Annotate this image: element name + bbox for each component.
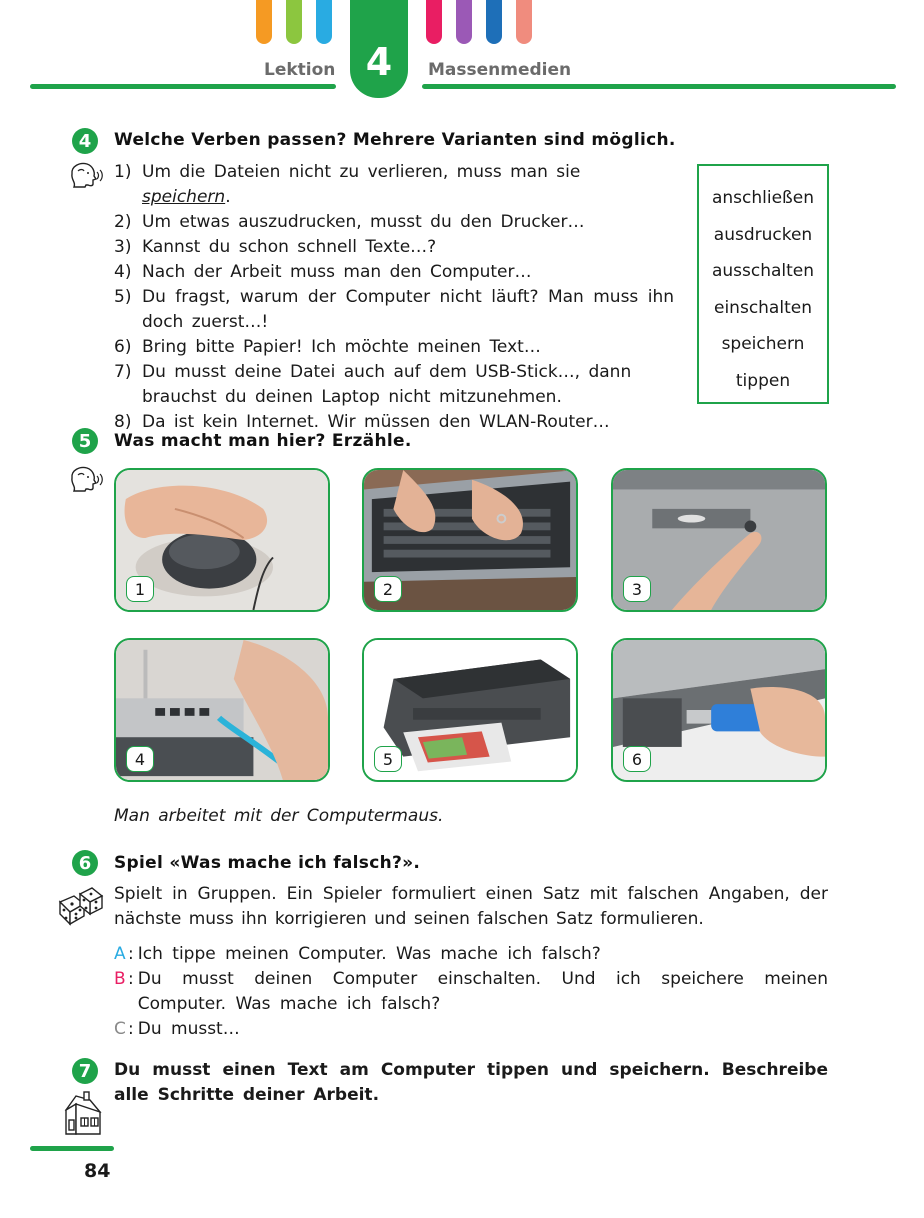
list-item bbox=[114, 235, 674, 260]
photo-number-badge: 6 bbox=[623, 746, 651, 772]
dialog-line: B : Du musst deinen Computer einschalten. Und ich speichere meinen Computer. Was mache ich falsch? bbox=[114, 967, 828, 1017]
speaker-label: A bbox=[114, 944, 126, 964]
list-item bbox=[114, 160, 674, 210]
tab-salmon bbox=[516, 0, 532, 44]
photo-number-badge: 3 bbox=[623, 576, 651, 602]
list-item bbox=[114, 260, 674, 285]
example-answer: speichern bbox=[142, 187, 226, 207]
header-line-left bbox=[30, 84, 336, 89]
item-number: 6) bbox=[114, 337, 132, 357]
list-item bbox=[114, 360, 674, 410]
dice-icon bbox=[56, 886, 104, 926]
item-number: 7) bbox=[114, 362, 132, 382]
router-cable-photo bbox=[114, 638, 330, 782]
item-number: 3) bbox=[114, 237, 132, 257]
example-sentence: Man arbeitet mit der Computermaus. bbox=[114, 806, 444, 826]
printer-photo bbox=[362, 638, 578, 782]
tab-green bbox=[286, 0, 302, 44]
tab-blue bbox=[316, 0, 332, 44]
speaker-label: B bbox=[114, 969, 126, 989]
word-option: ausschalten bbox=[711, 261, 815, 281]
item-number: 8) bbox=[114, 412, 132, 432]
exercise-7-number: 7 bbox=[72, 1058, 98, 1084]
photo-number-badge: 1 bbox=[126, 576, 154, 602]
topic-title: Massenmedien bbox=[428, 60, 572, 80]
item-text: Um etwas auszudrucken, musst du den Drucker… bbox=[142, 212, 585, 232]
dialog-text: Ich tippe meinen Computer. Was mache ich falsch? bbox=[137, 944, 601, 964]
exercise-6-title: Spiel «Was mache ich falsch?». bbox=[114, 853, 421, 873]
word-option: einschalten bbox=[714, 297, 812, 318]
exercise-6-description: Spielt in Gruppen. Ein Spieler formuliert einen Satz mit falschen Angaben, der nächste muss ihn korrigieren und seinen falschen Satz formulieren. bbox=[114, 884, 828, 929]
footer-line bbox=[30, 1146, 114, 1151]
house-icon bbox=[60, 1090, 104, 1138]
tab-darkblue bbox=[486, 0, 502, 44]
computer-mouse-photo bbox=[114, 468, 330, 612]
speaking-head-icon bbox=[68, 464, 104, 492]
item-text: Um die Dateien nicht zu verlieren, muss man sie speichern. bbox=[142, 162, 581, 207]
exercise-7-title: Du musst einen Text am Computer tippen und speichern. Beschreibe alle Schritte deiner Arbeit. bbox=[114, 1060, 828, 1105]
dialog-line: C : Du musst… bbox=[114, 1017, 828, 1042]
page-number: 84 bbox=[84, 1160, 111, 1182]
exercise-4-sentences bbox=[114, 160, 674, 435]
item-number: 5) bbox=[114, 287, 132, 307]
dialog-line: A : Ich tippe meinen Computer. Was mache ich falsch? bbox=[114, 942, 828, 967]
usb-stick-photo bbox=[611, 638, 827, 782]
item-number: 4) bbox=[114, 262, 132, 282]
word-box bbox=[697, 164, 829, 404]
word-option: tippen bbox=[735, 370, 791, 391]
exercise-5-number: 5 bbox=[72, 428, 98, 454]
list-item bbox=[114, 285, 674, 335]
item-text: Bring bitte Papier! Ich möchte meinen Text… bbox=[142, 337, 541, 357]
speaking-head-icon bbox=[68, 160, 104, 188]
item-text: Da ist kein Internet. Wir müssen den WLAN-Router… bbox=[142, 412, 610, 432]
exercise-4-number: 4 bbox=[72, 128, 98, 154]
laptop-typing-photo bbox=[362, 468, 578, 612]
power-button-photo bbox=[611, 468, 827, 612]
tab-orange bbox=[256, 0, 272, 44]
lektion-number-badge: 4 bbox=[350, 0, 408, 98]
item-text: Du musst deine Datei auch auf dem USB-Stick…, dann brauchst du deinen Laptop nicht mitzunehmen. bbox=[142, 362, 632, 407]
dialog-text: Du musst… bbox=[137, 1019, 240, 1039]
tab-pink bbox=[426, 0, 442, 44]
exercise-4-title: Welche Verben passen? Mehrere Varianten sind möglich. bbox=[114, 130, 676, 150]
list-item bbox=[114, 210, 674, 235]
item-text: Nach der Arbeit muss man den Computer… bbox=[142, 262, 532, 282]
example-dialog bbox=[114, 942, 828, 1042]
photo-number-badge: 4 bbox=[126, 746, 154, 772]
item-number: 1) bbox=[114, 162, 132, 182]
tab-purple bbox=[456, 0, 472, 44]
item-number: 2) bbox=[114, 212, 132, 232]
lektion-label: Lektion bbox=[264, 60, 336, 80]
exercise-6-number: 6 bbox=[72, 850, 98, 876]
speaker-label: C bbox=[114, 1019, 126, 1039]
photo-number-badge: 2 bbox=[374, 576, 402, 602]
word-option: ausdrucken bbox=[713, 224, 813, 245]
list-item bbox=[114, 335, 674, 360]
item-text: Du fragst, warum der Computer nicht läuft? Man muss ihn doch zuerst…! bbox=[142, 287, 674, 332]
item-text: Kannst du schon schnell Texte…? bbox=[142, 237, 437, 257]
photo-number-badge: 5 bbox=[374, 746, 402, 772]
word-option: anschließen bbox=[711, 188, 815, 208]
word-option: speichern bbox=[721, 334, 805, 354]
dialog-text: Du musst deinen Computer einschalten. Und ich speichere meinen Computer. Was mache ich falsch? bbox=[137, 969, 828, 1014]
header-line-right bbox=[422, 84, 896, 89]
exercise-5-title: Was macht man hier? Erzähle. bbox=[114, 431, 412, 451]
